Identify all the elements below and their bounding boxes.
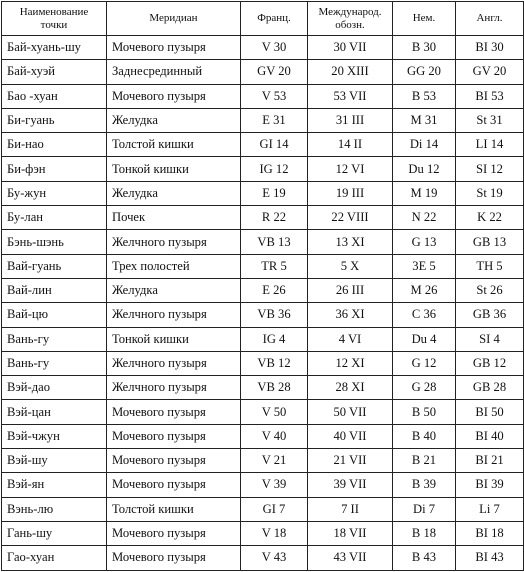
table-row xyxy=(2,521,524,545)
english-code-cell: GB 12 xyxy=(456,351,524,375)
international-code-cell: 40 VII xyxy=(308,424,393,448)
english-code-cell: K 22 xyxy=(456,206,524,230)
french-code-cell: V 39 xyxy=(241,473,308,497)
table-row xyxy=(2,351,524,375)
english-code-cell: GV 20 xyxy=(456,60,524,84)
table-row xyxy=(2,36,524,60)
international-code-cell: 12 XI xyxy=(308,351,393,375)
french-code-cell: TR 5 xyxy=(241,254,308,278)
table-row xyxy=(2,278,524,302)
point-name-cell: Бэнь-шэнь xyxy=(2,230,107,254)
point-name-cell: Бу-жун xyxy=(2,181,107,205)
french-code-cell: GV 20 xyxy=(241,60,308,84)
acupoint-table xyxy=(1,1,524,571)
table-body xyxy=(2,36,524,571)
table-row xyxy=(2,497,524,521)
english-code-cell: BI 30 xyxy=(456,36,524,60)
english-code-cell: BI 18 xyxy=(456,521,524,545)
meridian-cell: Мочевого пузыря xyxy=(107,424,241,448)
point-name-cell: Вэй-ян xyxy=(2,473,107,497)
international-code-cell: 28 XI xyxy=(308,376,393,400)
international-code-cell: 39 VII xyxy=(308,473,393,497)
english-code-cell: GB 36 xyxy=(456,303,524,327)
german-code-cell: B 53 xyxy=(393,84,456,108)
german-code-cell: G 28 xyxy=(393,376,456,400)
french-code-cell: V 21 xyxy=(241,449,308,473)
english-code-cell: GB 28 xyxy=(456,376,524,400)
french-code-cell: IG 12 xyxy=(241,157,308,181)
table-row xyxy=(2,230,524,254)
table-row xyxy=(2,376,524,400)
english-code-cell: BI 39 xyxy=(456,473,524,497)
german-code-cell: M 31 xyxy=(393,108,456,132)
meridian-cell: Желудка xyxy=(107,278,241,302)
table-row xyxy=(2,400,524,424)
german-code-cell: B 43 xyxy=(393,546,456,570)
english-code-cell: LI 14 xyxy=(456,133,524,157)
french-code-cell: V 53 xyxy=(241,84,308,108)
german-code-cell: M 26 xyxy=(393,278,456,302)
meridian-cell: Тонкой кишки xyxy=(107,157,241,181)
french-code-cell: V 40 xyxy=(241,424,308,448)
table-row xyxy=(2,546,524,570)
point-name-cell: Вай-лин xyxy=(2,278,107,302)
international-code-cell: 7 II xyxy=(308,497,393,521)
french-code-cell: R 22 xyxy=(241,206,308,230)
point-name-cell: Вэй-дао xyxy=(2,376,107,400)
english-code-cell: BI 21 xyxy=(456,449,524,473)
international-code-cell: 31 III xyxy=(308,108,393,132)
german-code-cell: B 50 xyxy=(393,400,456,424)
english-code-cell: SI 12 xyxy=(456,157,524,181)
table-row xyxy=(2,303,524,327)
german-code-cell: Di 7 xyxy=(393,497,456,521)
french-code-cell: VB 13 xyxy=(241,230,308,254)
meridian-cell: Желудка xyxy=(107,181,241,205)
point-name-cell: Бу-лан xyxy=(2,206,107,230)
meridian-cell: Желчного пузыря xyxy=(107,230,241,254)
english-code-cell: St 31 xyxy=(456,108,524,132)
english-code-cell: St 19 xyxy=(456,181,524,205)
german-code-cell: B 40 xyxy=(393,424,456,448)
international-code-cell: 13 XI xyxy=(308,230,393,254)
english-code-cell: TH 5 xyxy=(456,254,524,278)
french-code-cell: E 19 xyxy=(241,181,308,205)
table-row xyxy=(2,327,524,351)
english-code-cell: Li 7 xyxy=(456,497,524,521)
french-code-cell: GI 7 xyxy=(241,497,308,521)
international-code-cell: 12 VI xyxy=(308,157,393,181)
german-code-cell: Du 12 xyxy=(393,157,456,181)
french-code-cell: VB 12 xyxy=(241,351,308,375)
german-code-cell: G 12 xyxy=(393,351,456,375)
point-name-cell: Гань-шу xyxy=(2,521,107,545)
french-code-cell: VB 28 xyxy=(241,376,308,400)
french-code-cell: E 26 xyxy=(241,278,308,302)
meridian-cell: Тонкой кишки xyxy=(107,327,241,351)
meridian-cell: Толстой кишки xyxy=(107,497,241,521)
point-name-cell: Бай-хуань-шу xyxy=(2,36,107,60)
english-code-cell: St 26 xyxy=(456,278,524,302)
col-header-international: Международ. обозн. xyxy=(308,2,393,36)
meridian-cell: Почек xyxy=(107,206,241,230)
international-code-cell: 18 VII xyxy=(308,521,393,545)
french-code-cell: V 50 xyxy=(241,400,308,424)
meridian-cell: Мочевого пузыря xyxy=(107,400,241,424)
international-code-cell: 30 VII xyxy=(308,36,393,60)
international-code-cell: 53 VII xyxy=(308,84,393,108)
german-code-cell: Du 4 xyxy=(393,327,456,351)
table-row xyxy=(2,157,524,181)
table-row xyxy=(2,473,524,497)
french-code-cell: E 31 xyxy=(241,108,308,132)
german-code-cell: B 21 xyxy=(393,449,456,473)
meridian-cell: Заднесрединный xyxy=(107,60,241,84)
international-code-cell: 4 VI xyxy=(308,327,393,351)
international-code-cell: 50 VII xyxy=(308,400,393,424)
german-code-cell: M 19 xyxy=(393,181,456,205)
point-name-cell: Гао-хуан xyxy=(2,546,107,570)
point-name-cell: Вэнь-лю xyxy=(2,497,107,521)
meridian-cell: Желудка xyxy=(107,108,241,132)
international-code-cell: 36 XI xyxy=(308,303,393,327)
point-name-cell: Би-нао xyxy=(2,133,107,157)
german-code-cell: C 36 xyxy=(393,303,456,327)
international-code-cell: 26 III xyxy=(308,278,393,302)
header-row xyxy=(2,2,524,36)
french-code-cell: IG 4 xyxy=(241,327,308,351)
col-header-point-name: Наименование точки xyxy=(2,2,107,36)
point-name-cell: Вэй-шу xyxy=(2,449,107,473)
meridian-cell: Мочевого пузыря xyxy=(107,521,241,545)
point-name-cell: Вай-гуань xyxy=(2,254,107,278)
table-row xyxy=(2,84,524,108)
english-code-cell: BI 53 xyxy=(456,84,524,108)
table-row xyxy=(2,133,524,157)
meridian-cell: Желчного пузыря xyxy=(107,376,241,400)
german-code-cell: N 22 xyxy=(393,206,456,230)
meridian-cell: Трех полостей xyxy=(107,254,241,278)
german-code-cell: 3E 5 xyxy=(393,254,456,278)
meridian-cell: Толстой кишки xyxy=(107,133,241,157)
col-header-english: Англ. xyxy=(456,2,524,36)
point-name-cell: Вэй-чжун xyxy=(2,424,107,448)
point-name-cell: Вэй-цан xyxy=(2,400,107,424)
german-code-cell: B 30 xyxy=(393,36,456,60)
meridian-cell: Мочевого пузыря xyxy=(107,84,241,108)
international-code-cell: 22 VIII xyxy=(308,206,393,230)
international-code-cell: 5 X xyxy=(308,254,393,278)
international-code-cell: 43 VII xyxy=(308,546,393,570)
german-code-cell: Di 14 xyxy=(393,133,456,157)
point-name-cell: Вань-гу xyxy=(2,351,107,375)
german-code-cell: G 13 xyxy=(393,230,456,254)
point-name-cell: Вай-цю xyxy=(2,303,107,327)
table-row xyxy=(2,449,524,473)
french-code-cell: GI 14 xyxy=(241,133,308,157)
col-header-meridian: Меридиан xyxy=(107,2,241,36)
meridian-cell: Желчного пузыря xyxy=(107,351,241,375)
english-code-cell: BI 50 xyxy=(456,400,524,424)
point-name-cell: Бай-хуэй xyxy=(2,60,107,84)
international-code-cell: 19 III xyxy=(308,181,393,205)
point-name-cell: Вань-гу xyxy=(2,327,107,351)
german-code-cell: B 18 xyxy=(393,521,456,545)
col-header-german: Нем. xyxy=(393,2,456,36)
table-row xyxy=(2,108,524,132)
point-name-cell: Би-фэн xyxy=(2,157,107,181)
meridian-cell: Мочевого пузыря xyxy=(107,36,241,60)
table-row xyxy=(2,254,524,278)
german-code-cell: B 39 xyxy=(393,473,456,497)
point-name-cell: Бао -хуан xyxy=(2,84,107,108)
point-name-cell: Би-гуань xyxy=(2,108,107,132)
meridian-cell: Мочевого пузыря xyxy=(107,546,241,570)
meridian-cell: Мочевого пузыря xyxy=(107,449,241,473)
meridian-cell: Мочевого пузыря xyxy=(107,473,241,497)
table-row xyxy=(2,206,524,230)
table-header xyxy=(2,2,524,36)
english-code-cell: SI 4 xyxy=(456,327,524,351)
table-row xyxy=(2,424,524,448)
french-code-cell: V 30 xyxy=(241,36,308,60)
english-code-cell: BI 40 xyxy=(456,424,524,448)
international-code-cell: 20 XIII xyxy=(308,60,393,84)
table-row xyxy=(2,181,524,205)
french-code-cell: VB 36 xyxy=(241,303,308,327)
meridian-cell: Желчного пузыря xyxy=(107,303,241,327)
col-header-french: Франц. xyxy=(241,2,308,36)
international-code-cell: 14 II xyxy=(308,133,393,157)
french-code-cell: V 18 xyxy=(241,521,308,545)
english-code-cell: BI 43 xyxy=(456,546,524,570)
table-row xyxy=(2,60,524,84)
english-code-cell: GB 13 xyxy=(456,230,524,254)
german-code-cell: GG 20 xyxy=(393,60,456,84)
international-code-cell: 21 VII xyxy=(308,449,393,473)
french-code-cell: V 43 xyxy=(241,546,308,570)
